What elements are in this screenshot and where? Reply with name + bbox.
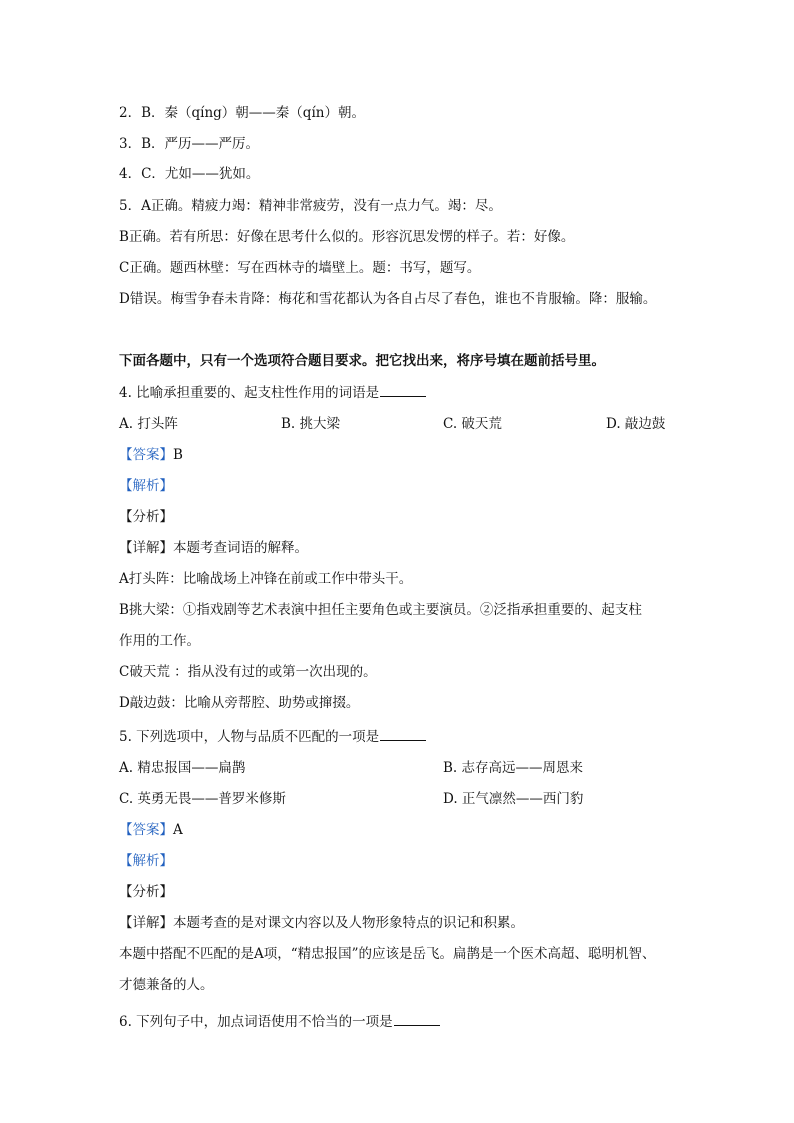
explanation-line-2: 2．B．秦（qíng）朝——秦（qín）朝。 [119, 105, 365, 121]
q4-stem-text: 4. 比喻承担重要的、起支柱性作用的词语是 [119, 385, 380, 401]
q4-option-c: C. 破天荒 [443, 416, 502, 432]
q4-option-d: D. 敲边鼓 [606, 416, 666, 432]
q5-analysis-tag: 【解析】 [119, 853, 173, 869]
explanation-line-5a: 5．A正确。精疲力竭：精神非常疲劳，没有一点力气。竭：尽。 [119, 198, 502, 214]
q5-xiangjie-text: 本题考查的是对课文内容以及人物形象特点的识记和积累。 [173, 915, 524, 931]
q6-stem [119, 1012, 440, 1032]
explanation-line-5b: B正确。若有所思：好像在思考什么似的。形容沉思发愣的样子。若：好像。 [119, 229, 575, 245]
q4-option-a: A. 打头阵 [119, 416, 178, 432]
q4-xiangjie [119, 538, 308, 558]
explanation-line-4: 4．C．尤如——犹如。 [119, 166, 260, 182]
q5-xiangjie-tag: 【详解】 [119, 915, 173, 931]
q4-fenxi: 【分析】 [119, 509, 173, 525]
section-heading: 下面各题中，只有一个选项符合题目要求。把它找出来，将序号填在题前括号里。 [119, 353, 605, 369]
q5-answer-value: A [173, 822, 183, 838]
q4-blank [380, 384, 426, 397]
q5-option-a: A. 精忠报国——扁鹊 [119, 760, 246, 776]
q5-option-b: B. 志存高远——周恩来 [443, 760, 584, 776]
q4-answer [119, 445, 183, 465]
q4-explain-b2: 作用的工作。 [119, 633, 200, 649]
q4-answer-tag: 【答案】 [119, 447, 173, 463]
q6-stem-text: 6. 下列句子中，加点词语使用不恰当的一项是 [119, 1014, 393, 1030]
q4-option-b: B. 挑大梁 [281, 416, 341, 432]
q5-body-2: 才德兼备的人。 [119, 977, 214, 993]
explanation-line-5d: D错误。梅雪争春未肯降：梅花和雪花都认为各自占尽了春色，谁也不肯服输。降：服输。 [119, 291, 657, 307]
q4-answer-value: B [173, 447, 183, 463]
explanation-line-3: 3．B．严历——严厉。 [119, 136, 260, 152]
q4-stem [119, 383, 426, 403]
q5-stem-text: 5. 下列选项中，人物与品质不匹配的一项是 [119, 729, 380, 745]
q5-answer-tag: 【答案】 [119, 822, 173, 838]
q5-stem [119, 727, 426, 747]
q6-blank [394, 1013, 440, 1026]
q5-option-c: C. 英勇无畏——普罗米修斯 [119, 791, 286, 807]
q5-body-1: 本题中搭配不匹配的是A项，“精忠报国”的应该是岳飞。扁鹊是一个医术高超、聪明机智、 [119, 946, 656, 962]
q4-explain-a: A打头阵：比喻战场上冲锋在前或工作中带头干。 [119, 571, 413, 587]
q5-fenxi: 【分析】 [119, 884, 173, 900]
q5-blank [380, 728, 426, 741]
q4-xiangjie-tag: 【详解】 [119, 540, 173, 556]
explanation-line-5c: C正确。题西林壁：写在西林寺的墙壁上。题：书写，题写。 [119, 260, 481, 276]
q4-explain-d: D敲边鼓：比喻从旁帮腔、助势或撺掇。 [119, 695, 360, 711]
q4-xiangjie-text: 本题考查词语的解释。 [173, 540, 308, 556]
q4-analysis-tag: 【解析】 [119, 478, 173, 494]
q4-explain-b1: B挑大梁：①指戏剧等艺术表演中担任主要角色或主要演员。②泛指承担重要的、起支柱 [119, 602, 642, 618]
q5-option-d: D. 正气凛然——西门豹 [443, 791, 584, 807]
q5-xiangjie [119, 913, 524, 933]
q5-answer [119, 820, 183, 840]
q4-explain-c: C破天荒 ：指从没有过的或第一次出现的。 [119, 664, 377, 680]
